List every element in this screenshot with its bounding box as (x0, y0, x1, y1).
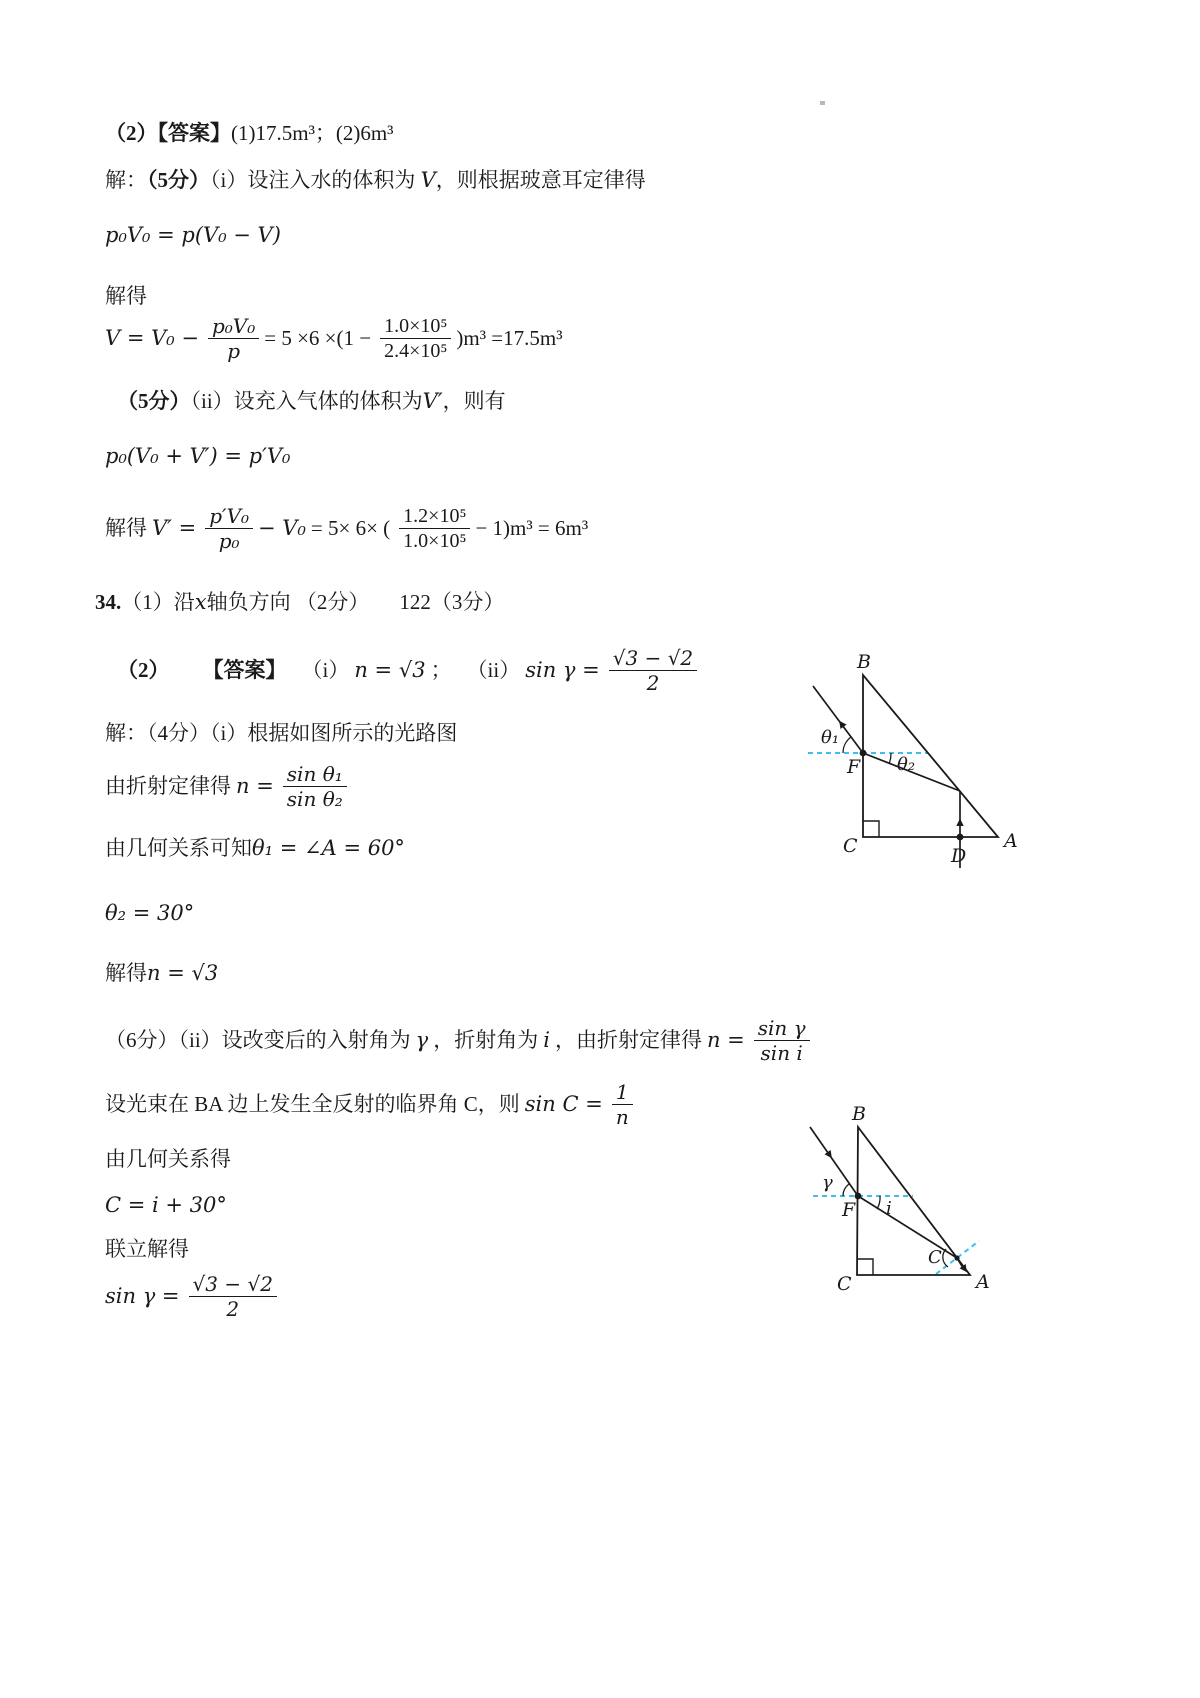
frac-den: 2.4×10⁵ (384, 340, 448, 362)
fraction-pV0-p0 (205, 504, 253, 553)
eq-critical: C = i + 30° (105, 1193, 227, 1217)
critical-text: 设光束在 BA 边上发生全反射的临界角 C，则 (105, 1092, 520, 1117)
eq-theta1: θ₁ = ∠A = 60° (252, 836, 405, 860)
part2-label: （2） (117, 658, 170, 683)
point-D-dot (957, 834, 964, 841)
refraction-law-line (105, 762, 352, 811)
label-B: B (852, 1103, 866, 1125)
light-path-diagram-2 (770, 1105, 1020, 1310)
question-number: 34. (95, 590, 122, 614)
i-arc (877, 1196, 880, 1209)
label-critical-C: C (928, 1247, 942, 1268)
frac-den: n (615, 1105, 629, 1129)
refraction-text: 由折射定律得 (105, 774, 231, 799)
eq-theta2: θ₂ = 30° (105, 901, 195, 925)
solve-prefix-2: 解得 (105, 516, 147, 541)
frac-num: 1.0×10⁵ (380, 314, 451, 339)
solution1-step1-line (105, 167, 646, 193)
step1-text: （i）设注入水的体积为 (210, 168, 421, 192)
answer-tag-2: 【答案】 (202, 658, 287, 683)
prism-triangle (863, 675, 998, 837)
right-angle-marker (863, 821, 879, 837)
combine-label: 联立解得 (105, 1237, 189, 1261)
solution2-step1-line (105, 720, 457, 746)
geometry1-text: 由几何关系可知 (105, 836, 252, 860)
fraction-pressures-2 (399, 504, 470, 553)
separator: ； (430, 658, 452, 683)
frac-den: 1.0×10⁵ (403, 530, 467, 552)
solve-n-line (105, 960, 218, 986)
eq-mid: = 5 ×6 ×(1 − (264, 326, 372, 351)
frac-den: sin θ₂ (286, 787, 343, 811)
label-A: A (976, 1271, 990, 1293)
var-V: V (420, 168, 436, 192)
item-ii-label: （ii） (466, 658, 521, 683)
solution1-step2-line (117, 388, 506, 414)
step1-tail: ，则根据玻意耳定律得 (435, 168, 646, 192)
eq-lhs: n = (706, 1028, 745, 1053)
step1-text: （4分）（i）根据如图所示的光路图 (147, 721, 458, 745)
fraction-1-n (612, 1080, 633, 1129)
point-F-dot (860, 750, 867, 757)
item-i-label: （i） (301, 658, 350, 683)
fraction-pressures-1 (380, 314, 451, 363)
theta1-arc (843, 737, 851, 753)
light-path-diagram-1 (745, 650, 1030, 880)
geometry-relation-2: 由几何关系得 (105, 1147, 231, 1171)
frac-den: p₀ (218, 529, 240, 553)
var-x: x (194, 590, 207, 614)
eq-tail: )m³ =17.5m³ (456, 326, 563, 351)
frac-num: sin θ₁ (283, 762, 347, 787)
fraction-sin-gamma-i (754, 1016, 810, 1065)
label-D: D (951, 845, 967, 867)
eq-tail: − 1)m³ = 6m³ (475, 516, 589, 541)
frac-num: √3 − √2 (189, 1272, 277, 1297)
eq-boyle-2: p₀(V₀ + V′) = p′V₀ (105, 444, 291, 468)
geometry-relation-1 (105, 835, 405, 861)
fraction-p0V0-p (208, 314, 259, 363)
answer-tag: 【答案】 (157, 121, 231, 145)
solve-text: 解得 (105, 961, 147, 985)
point-F-dot (855, 1193, 862, 1200)
eq-sinC-lhs: sin C = (524, 1092, 603, 1117)
step2-text1: （6分）（ii）设改变后的入射角为 (105, 1028, 411, 1053)
incident-ray (810, 1127, 858, 1196)
eq-lhs: V = V₀ − (105, 326, 199, 351)
part1-label: （1）沿 (121, 590, 195, 614)
solve-prefix-3: 解： (105, 721, 147, 745)
label-A: A (1004, 830, 1018, 852)
eq-singamma-lhs: sin γ = (525, 658, 600, 683)
var-i: i (543, 1028, 550, 1053)
var-gamma: γ (415, 1028, 429, 1053)
frac-den: sin i (760, 1041, 803, 1065)
label-theta2: θ₂ (897, 754, 916, 775)
page-artifact-dot (820, 101, 825, 105)
score-5b: （5分） (117, 389, 191, 413)
solve-label-1: 解得 (105, 284, 147, 308)
frac-num: sin γ (754, 1016, 810, 1041)
label-C: C (837, 1273, 852, 1295)
label-i: i (886, 1198, 892, 1219)
label-theta1: θ₁ (821, 727, 840, 748)
label-B: B (857, 651, 871, 673)
eq-n-result: n = √3 (147, 961, 219, 985)
frac-num: 1 (612, 1080, 633, 1105)
gamma-arc (843, 1184, 849, 1196)
eq-volume-gas (105, 504, 593, 553)
part1-text: 轴负方向 （2分） (206, 590, 370, 614)
eq-mid2: = 5× 6× ( (310, 516, 391, 541)
frac-den: p (227, 339, 241, 363)
answer-values: (1)17.5m³；(2)6m³ (231, 121, 394, 145)
part-label: （2） (105, 121, 158, 145)
prism-triangle (857, 1127, 970, 1275)
label-C: C (843, 835, 858, 857)
question-34-part1 (95, 589, 504, 615)
final-result-line (105, 1272, 282, 1321)
point-G-dot (954, 1255, 959, 1260)
right-angle-marker (857, 1259, 873, 1275)
frac-num: 1.2×10⁵ (399, 504, 470, 529)
step2-text2: ，折射角为 (433, 1028, 539, 1053)
label-gamma: γ (822, 1172, 833, 1193)
internal-ray-FG (858, 1196, 957, 1258)
question-34-part2-answer (117, 646, 702, 695)
frac-den: 2 (226, 1297, 240, 1321)
frac-num: p₀V₀ (208, 314, 259, 339)
fraction-sqrt3-sqrt2 (609, 646, 697, 695)
step2-text3: ，由折射定律得 (554, 1028, 702, 1053)
score-5: （5分） (147, 168, 210, 192)
theta2-arc (889, 753, 891, 764)
critical-angle-line (105, 1080, 638, 1129)
step2-text: （ii）设充入气体的体积为 (190, 389, 423, 413)
fraction-sin-theta (283, 762, 347, 811)
part1-answer2: 122（3分） (399, 590, 505, 614)
eq-volume-water (105, 314, 568, 363)
step2-tail: ，则有 (442, 389, 506, 413)
eq-mid1: − V₀ (258, 516, 306, 541)
fraction-result (189, 1272, 277, 1321)
answer-line-prev-question (105, 120, 393, 146)
solve-prefix: 解： (105, 168, 147, 192)
var-Vprime: V′ (422, 389, 443, 413)
eq-n-sqrt3: n = √3 (354, 658, 426, 683)
result-lhs: sin γ = (105, 1284, 180, 1309)
solution2-step2-line (105, 1016, 815, 1065)
frac-num: √3 − √2 (609, 646, 697, 671)
label-F: F (842, 1199, 856, 1221)
eq-boyle-1: p₀V₀ = p(V₀ − V) (105, 223, 281, 247)
frac-num: p′V₀ (205, 504, 253, 529)
frac-den: 2 (646, 671, 660, 695)
eq-lhs: V′ = (152, 516, 197, 541)
label-F: F (847, 756, 861, 778)
eq-lhs: n = (236, 774, 274, 799)
